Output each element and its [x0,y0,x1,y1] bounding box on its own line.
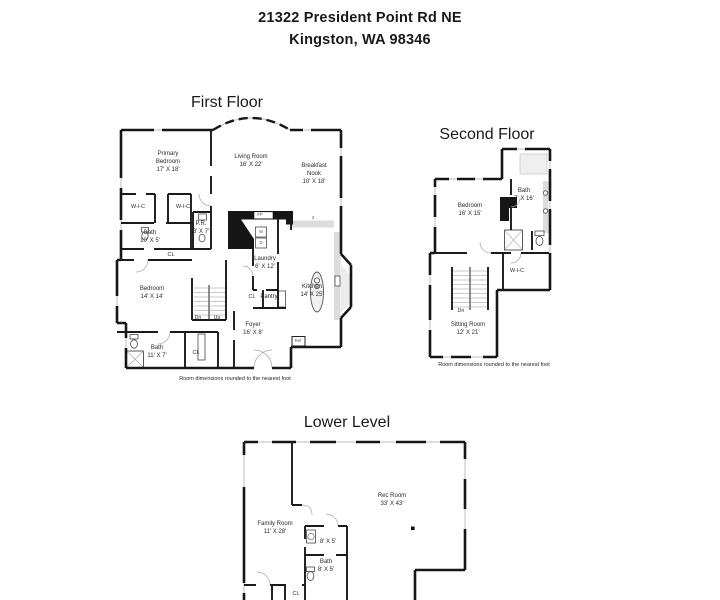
second-floor-stairs [453,267,487,310]
dryer-label: D [259,240,263,245]
address-line-1: 21322 President Point Rd NE [258,10,462,26]
room-label-primary-bedroom: Primary Bedroom 17' X 18' [155,151,181,173]
second-floor-title: Second Floor [439,126,535,143]
stairs-dn-2f-label: Dn [457,308,465,314]
room-label-family-room: Family Room 11' X 28' [257,521,293,535]
first-floor-disclaimer: Room dimensions rounded to the nearest foot [179,376,291,382]
room-label-bath-upper: Bath 10' X 5' [140,230,160,244]
room-label-2f-bath: Bath 7' X 16' [514,188,534,202]
room-label-kitchen: Kitchen 14' X 25' [300,284,324,298]
marker-2: 2 [311,215,315,220]
room-label-2f-bedroom: Bedroom 16' X 15' [457,203,483,217]
room-label-bedroom: Bedroom 14' X 14' [139,286,165,300]
stairs-dn-label: Dn [194,315,202,321]
room-label-powder-room: P.R. 3' X 7' [192,221,210,235]
room-label-ll-bath: Bath 8' X 5' [317,559,335,573]
room-label-sitting-room: Sitting Room 12' X 21' [450,322,486,336]
room-label-cl-lower: CL [192,350,200,356]
first-floor-title: First Floor [191,94,263,111]
room-label-bath-lower: Bath 11' X 7' [147,345,167,359]
room-label-utility: 8' X 5' [319,539,337,545]
property-address [0,7,720,51]
room-label-wic-left: W-I-C [131,204,145,210]
lower-level-title: Lower Level [303,414,391,431]
room-label-2f-wic: W-I-C [510,268,524,274]
first-floor-plan [108,108,358,386]
stairs-up-label: Up [213,315,221,321]
room-label-ll-cl: CL [292,591,300,597]
room-label-pantry: Pantry [260,294,278,300]
fireplace-label: FP [257,212,263,217]
lower-level-plan [240,435,470,600]
room-label-foyer: Foyer 16' X 8' [243,322,263,336]
refrigerator-label: Ref [294,338,302,343]
room-label-cl-hall: CL [167,252,175,258]
second-floor-disclaimer: Room dimensions rounded to the nearest foot [438,362,550,368]
address-line-2: Kingston, WA 98346 [289,32,431,48]
room-label-wic-right: W-I-C [176,204,190,210]
room-label-living-room: Living Room 16' X 22' [234,154,268,168]
room-label-cl-center: CL [248,294,256,300]
second-floor-plan [425,145,555,370]
room-label-rec-room: Rec Room 33' X 43' [377,493,407,507]
room-label-breakfast-nook: Breakfast Nook 10' X 18' [301,163,327,185]
washer-label: W [259,229,263,234]
room-label-laundry: Laundry 6' X 12' [254,256,276,270]
